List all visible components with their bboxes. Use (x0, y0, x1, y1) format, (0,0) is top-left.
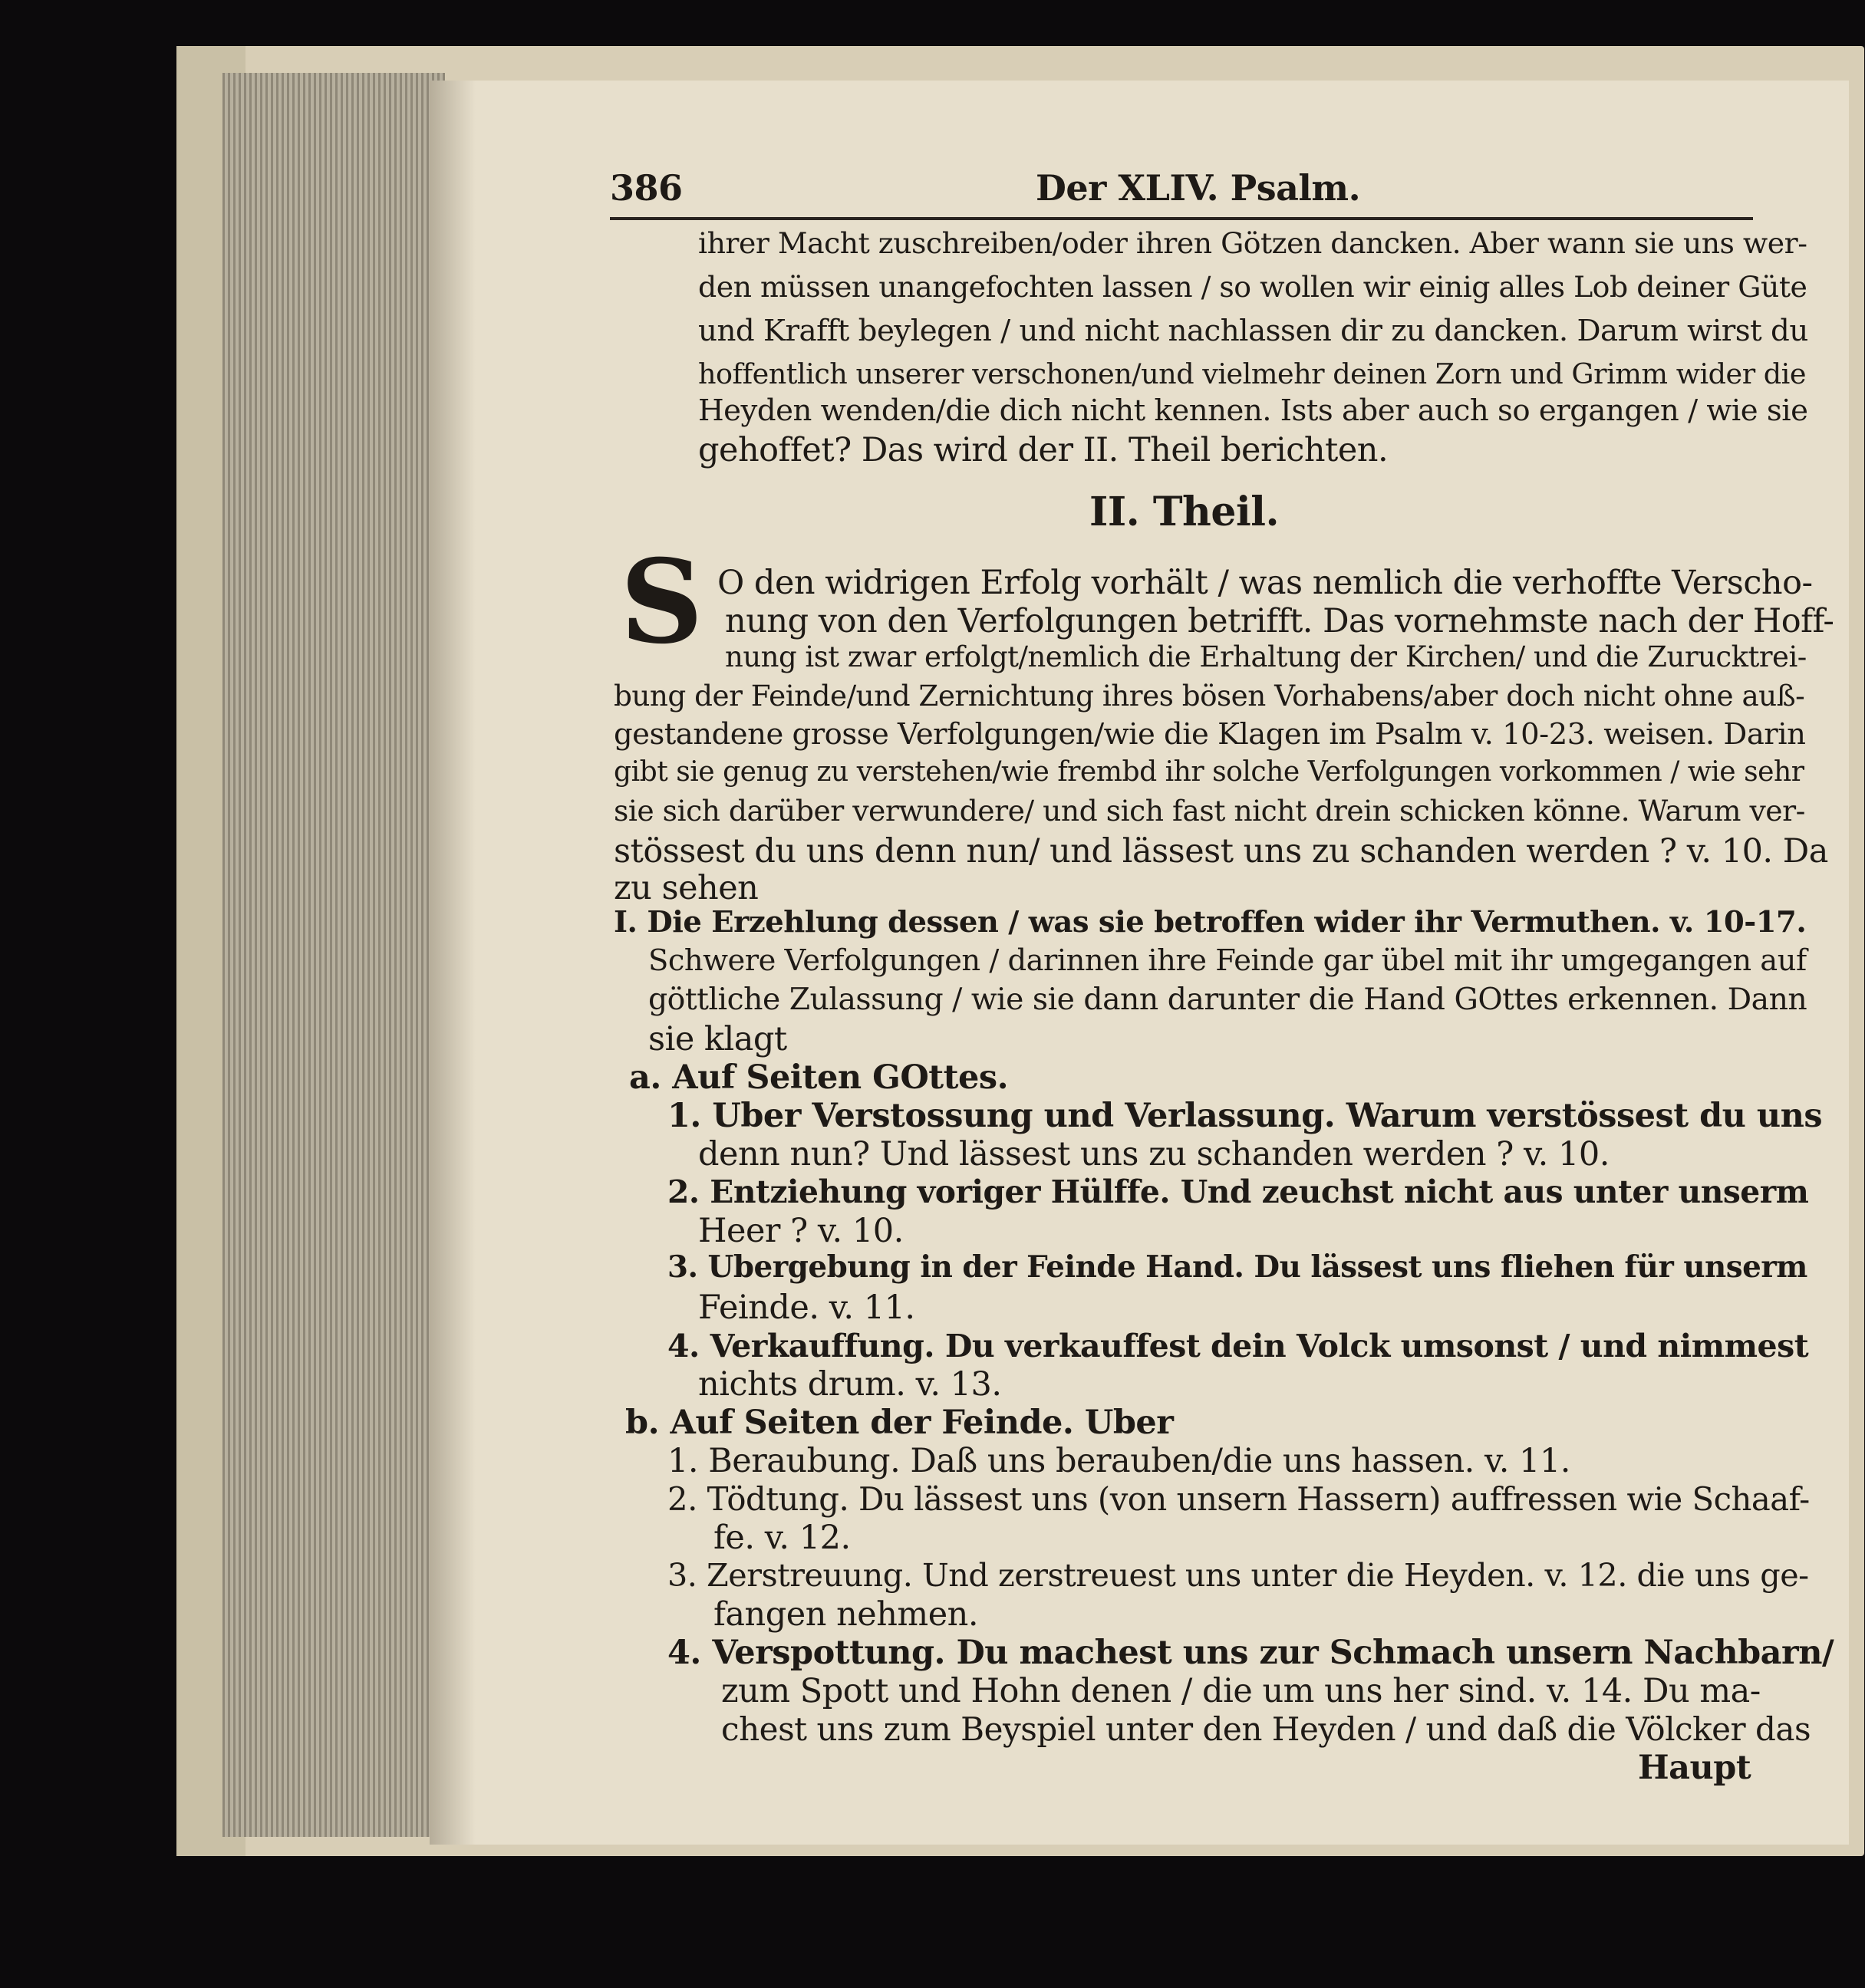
section-heading: II. Theil. (1089, 489, 1280, 535)
running-title: Der XLIV. Psalm. (1036, 167, 1361, 209)
text-line: gestandene grosse Verfolgungen/wie die Klagen im Psalm v. 10-23. weisen. Darin (614, 717, 1806, 752)
text-line: O den widrigen Erfolg vorhält / was nemlich die verhoffte Verscho- (717, 564, 1813, 602)
outline-item: nichts drum. v. 13. (698, 1365, 1002, 1404)
outline-item: Schwere Verfolgungen / darinnen ihre Feinde gar übel mit ihr umgegangen auf (648, 943, 1807, 978)
text-line: und Krafft beylegen / und nicht nachlassen dir zu dancken. Darum wirst du (698, 314, 1808, 348)
outline-item: I. Die Erzehlung dessen / was sie betroffen wider ihr Vermuthen. v. 10-17. (614, 905, 1807, 940)
outline-item: 3. Zerstreuung. Und zerstreuest uns unter die Heyden. v. 12. die uns ge- (667, 1557, 1809, 1594)
text-line: sie sich darüber verwundere/ und sich fast nicht drein schicken könne. Warum ver- (614, 794, 1805, 828)
text-line: den müssen unangefochten lassen / so wollen wir einig alles Lob deiner Güte (698, 270, 1807, 304)
catchword: Haupt (1638, 1749, 1751, 1787)
outline-item: 1. Beraubung. Daß uns berauben/die uns hassen. v. 11. (667, 1442, 1570, 1480)
text-line: ihrer Macht zuschreiben/oder ihren Götzen dancken. Aber wann sie uns wer- (698, 226, 1807, 260)
text-line: zu sehen (614, 869, 759, 907)
header-rule (610, 217, 1753, 220)
text-line: hoffentlich unserer verschonen/und vielmehr deinen Zorn und Grimm wider die (698, 357, 1806, 390)
page-edges (222, 73, 445, 1837)
outline-item: 2. Entziehung voriger Hülffe. Und zeuchst nicht aus unter unserm (667, 1173, 1809, 1210)
text-line: nung ist zwar erfolgt/nemlich die Erhaltung der Kirchen/ und die Zurucktrei- (725, 640, 1807, 673)
outline-item: 1. Uber Verstossung und Verlassung. Warum verstössest du uns (667, 1097, 1823, 1135)
outline-item: 3. Ubergebung in der Feinde Hand. Du lässest uns fliehen für unserm (667, 1250, 1807, 1285)
outline-item: fe. v. 12. (713, 1519, 851, 1557)
text-line: bung der Feinde/und Zernichtung ihres bösen Vorhabens/aber doch nicht ohne auß- (614, 679, 1805, 713)
text-line: gehoffet? Das wird der II. Theil berichten. (698, 431, 1389, 469)
outline-item: a. Auf Seiten GOttes. (629, 1058, 1009, 1097)
outline-item: b. Auf Seiten der Feinde. Uber (625, 1404, 1174, 1442)
text-line: Heyden wenden/die dich nicht kennen. Ists aber auch so ergangen / wie sie (698, 393, 1808, 428)
outline-item: 4. Verspottung. Du machest uns zur Schmach unsern Nachbarn/ (667, 1634, 1834, 1672)
drop-cap: S (620, 535, 703, 670)
outline-item: denn nun? Und lässest uns zu schanden werden ? v. 10. (698, 1135, 1610, 1173)
page-number: 386 (610, 167, 683, 209)
text-line: nung von den Verfolgungen betrifft. Das vornehmste nach der Hoff- (725, 602, 1834, 640)
gutter-shadow (430, 81, 476, 1845)
outline-item: zum Spott und Hohn denen / die um uns her sind. v. 14. Du ma- (721, 1672, 1761, 1710)
outline-item: chest uns zum Beyspiel unter den Heyden / und daß die Völcker das (721, 1710, 1811, 1748)
text-line: stössest du uns denn nun/ und lässest uns zu schanden werden ? v. 10. Da (614, 832, 1828, 871)
text-line: gibt sie genug zu verstehen/wie frembd ihr solche Verfolgungen vorkommen / wie sehr (614, 755, 1804, 788)
outline-item: göttliche Zulassung / wie sie dann darunter die Hand GOttes erkennen. Dann (648, 982, 1807, 1017)
outline-item: Feinde. v. 11. (698, 1289, 915, 1327)
outline-item: 2. Tödtung. Du lässest uns (von unsern Hassern) auffressen wie Schaaf- (667, 1480, 1810, 1518)
outline-item: fangen nehmen. (713, 1595, 978, 1634)
outline-item: sie klagt (648, 1020, 787, 1058)
outline-item: 4. Verkauffung. Du verkauffest dein Volck umsonst / und nimmest (667, 1327, 1809, 1364)
outline-item: Heer ? v. 10. (698, 1212, 904, 1250)
